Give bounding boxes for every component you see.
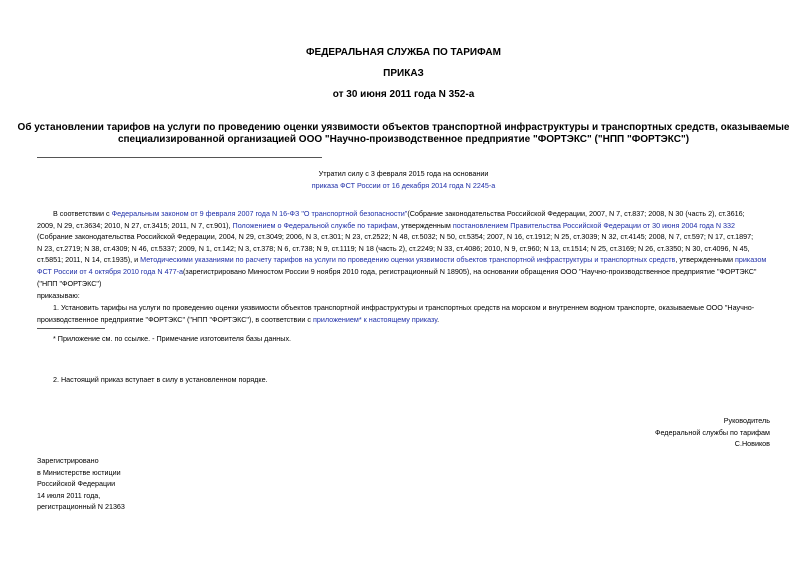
registration-block [37,455,125,513]
preamble-text: В соответствии с [53,209,112,218]
signature-block [655,415,770,450]
preamble-text: N 23, ст.2719; N 38, ст.4309; N 46, ст.5337; 2009, N 1, ст.142; N 3, ст.378; N 6, ст.738; N 9, ст.1119; N 18 (часть 2), ст.2249; N 33, ст.4086; 2010, N 9, ст.960; N 13, ст.1514; N 25, ст.3169; N 26, ст.3350; N 30, ст.4096, N 45, [37,243,750,253]
preamble-text: ст.5851; 2011, N 14, ст.1935), и [37,255,141,265]
title-divider [37,157,322,158]
item-1-text: производственное предприятие "ФОРТЭКС" ("НПП "ФОРТЭКС"), в соответствии с [37,314,313,324]
registration-number: регистрационный N 21363 [37,502,125,512]
status-line: Утратил силу с 3 февраля 2015 года на основании [318,169,489,178]
document-title [0,122,807,146]
fst-order-link[interactable]: приказом [735,255,767,265]
methodical-guidelines-link[interactable]: Методическими указаниями по расчету тарифов на услуги по проведению оценки уязвимости объектов транспортной инфраструктуры и транспортных средств [140,255,676,265]
appendix-link[interactable]: приложением* к настоящему приказу [313,314,438,324]
government-resolution-link[interactable]: постановлением Правительства Российской Федерации от 30 июня 2004 года N 332 [452,220,736,230]
preamble-text: ("НПП "ФОРТЭКС") [37,278,102,288]
registration-date: 14 июля 2011 года, [37,490,101,500]
preamble-text: (зарегистрировано Минюстом России 9 ноября 2010 года, регистрационный N 18905), на основании обращения ООО "Научно-производственное предприятие "ФОРТЭКС" [183,266,757,276]
signer-name: С.Новиков [734,439,770,449]
signer-organization: Федеральной службы по тарифам [655,427,770,437]
status-notice [0,168,807,191]
footnote: * Приложение см. по ссылке. - Примечание изготовителя базы данных. [53,334,292,343]
registration-line: Российской Федерации [37,479,116,489]
fst-order-link-continued[interactable]: ФСТ России от 4 октября 2010 года N 477-а [37,266,183,276]
preamble-text: (Собрание законодательства Российской Федерации, 2004, N 29, ст.3049; 2006, N 3, ст.301; N 23, ст.2522; N 48, ст.5032; N 50, ст.5354; 2007, N 16, ст.1912; N 25, ст.3039; N 32, ст.4145; 2008, N 7, ст.597; N 17, ст.1897; [37,232,754,242]
order-word: приказываю: [37,291,80,300]
title-line-2: специализированной организацией ООО "Научно-производственное предприятие "ФОРТЭКС" ("НПП "ФОРТЭКС") [117,134,690,145]
preamble-text: 2009, N 29, ст.3634; 2010, N 27, ст.3415; 2011, N 7, ст.901), [37,220,233,230]
agency-name: ФЕДЕРАЛЬНАЯ СЛУЖБА ПО ТАРИФАМ [306,47,501,58]
transport-security-law-link[interactable]: Федеральным законом от 9 февраля 2007 года N 16-ФЗ "О транспортной безопасности" [111,209,408,218]
preamble-text: (Собрание законодательства Российской Федерации, 2007, N 7, ст.837; 2008, N 30 (часть 2), ст.3616; [407,209,745,218]
footnote-divider [37,328,105,329]
preamble-text: , утвержденным [397,220,453,230]
item-2: 2. Настоящий приказ вступает в силу в установленном порядке. [53,375,268,384]
item-1 [37,302,777,325]
repeal-order-link[interactable]: приказа ФСТ России от 16 декабря 2014 года N 2245-а [311,180,496,190]
preamble-text: , утвержденными [675,255,736,265]
preamble [37,208,777,289]
registration-line: Зарегистрировано [37,456,99,465]
item-1-line-1: 1. Установить тарифы на услуги по проведению оценки уязвимости объектов транспортной инфраструктуры и транспортных средств на морском и внутреннем водном транспорте, оказываемые ООО "Научно- [53,303,755,312]
signer-title: Руководитель [723,416,770,425]
fst-regulation-link[interactable]: Положением о Федеральной службе по тарифам [232,220,398,230]
document-date-number: от 30 июня 2011 года N 352-а [332,89,475,100]
item-1-text: . [437,314,440,324]
registration-line: в Министерстве юстиции [37,467,121,477]
document-type: ПРИКАЗ [383,68,424,79]
title-line-1: Об установлении тарифов на услуги по проведению оценки уязвимости объектов транспортной инфраструктуры и транспортных средств, оказываемые [17,122,790,133]
